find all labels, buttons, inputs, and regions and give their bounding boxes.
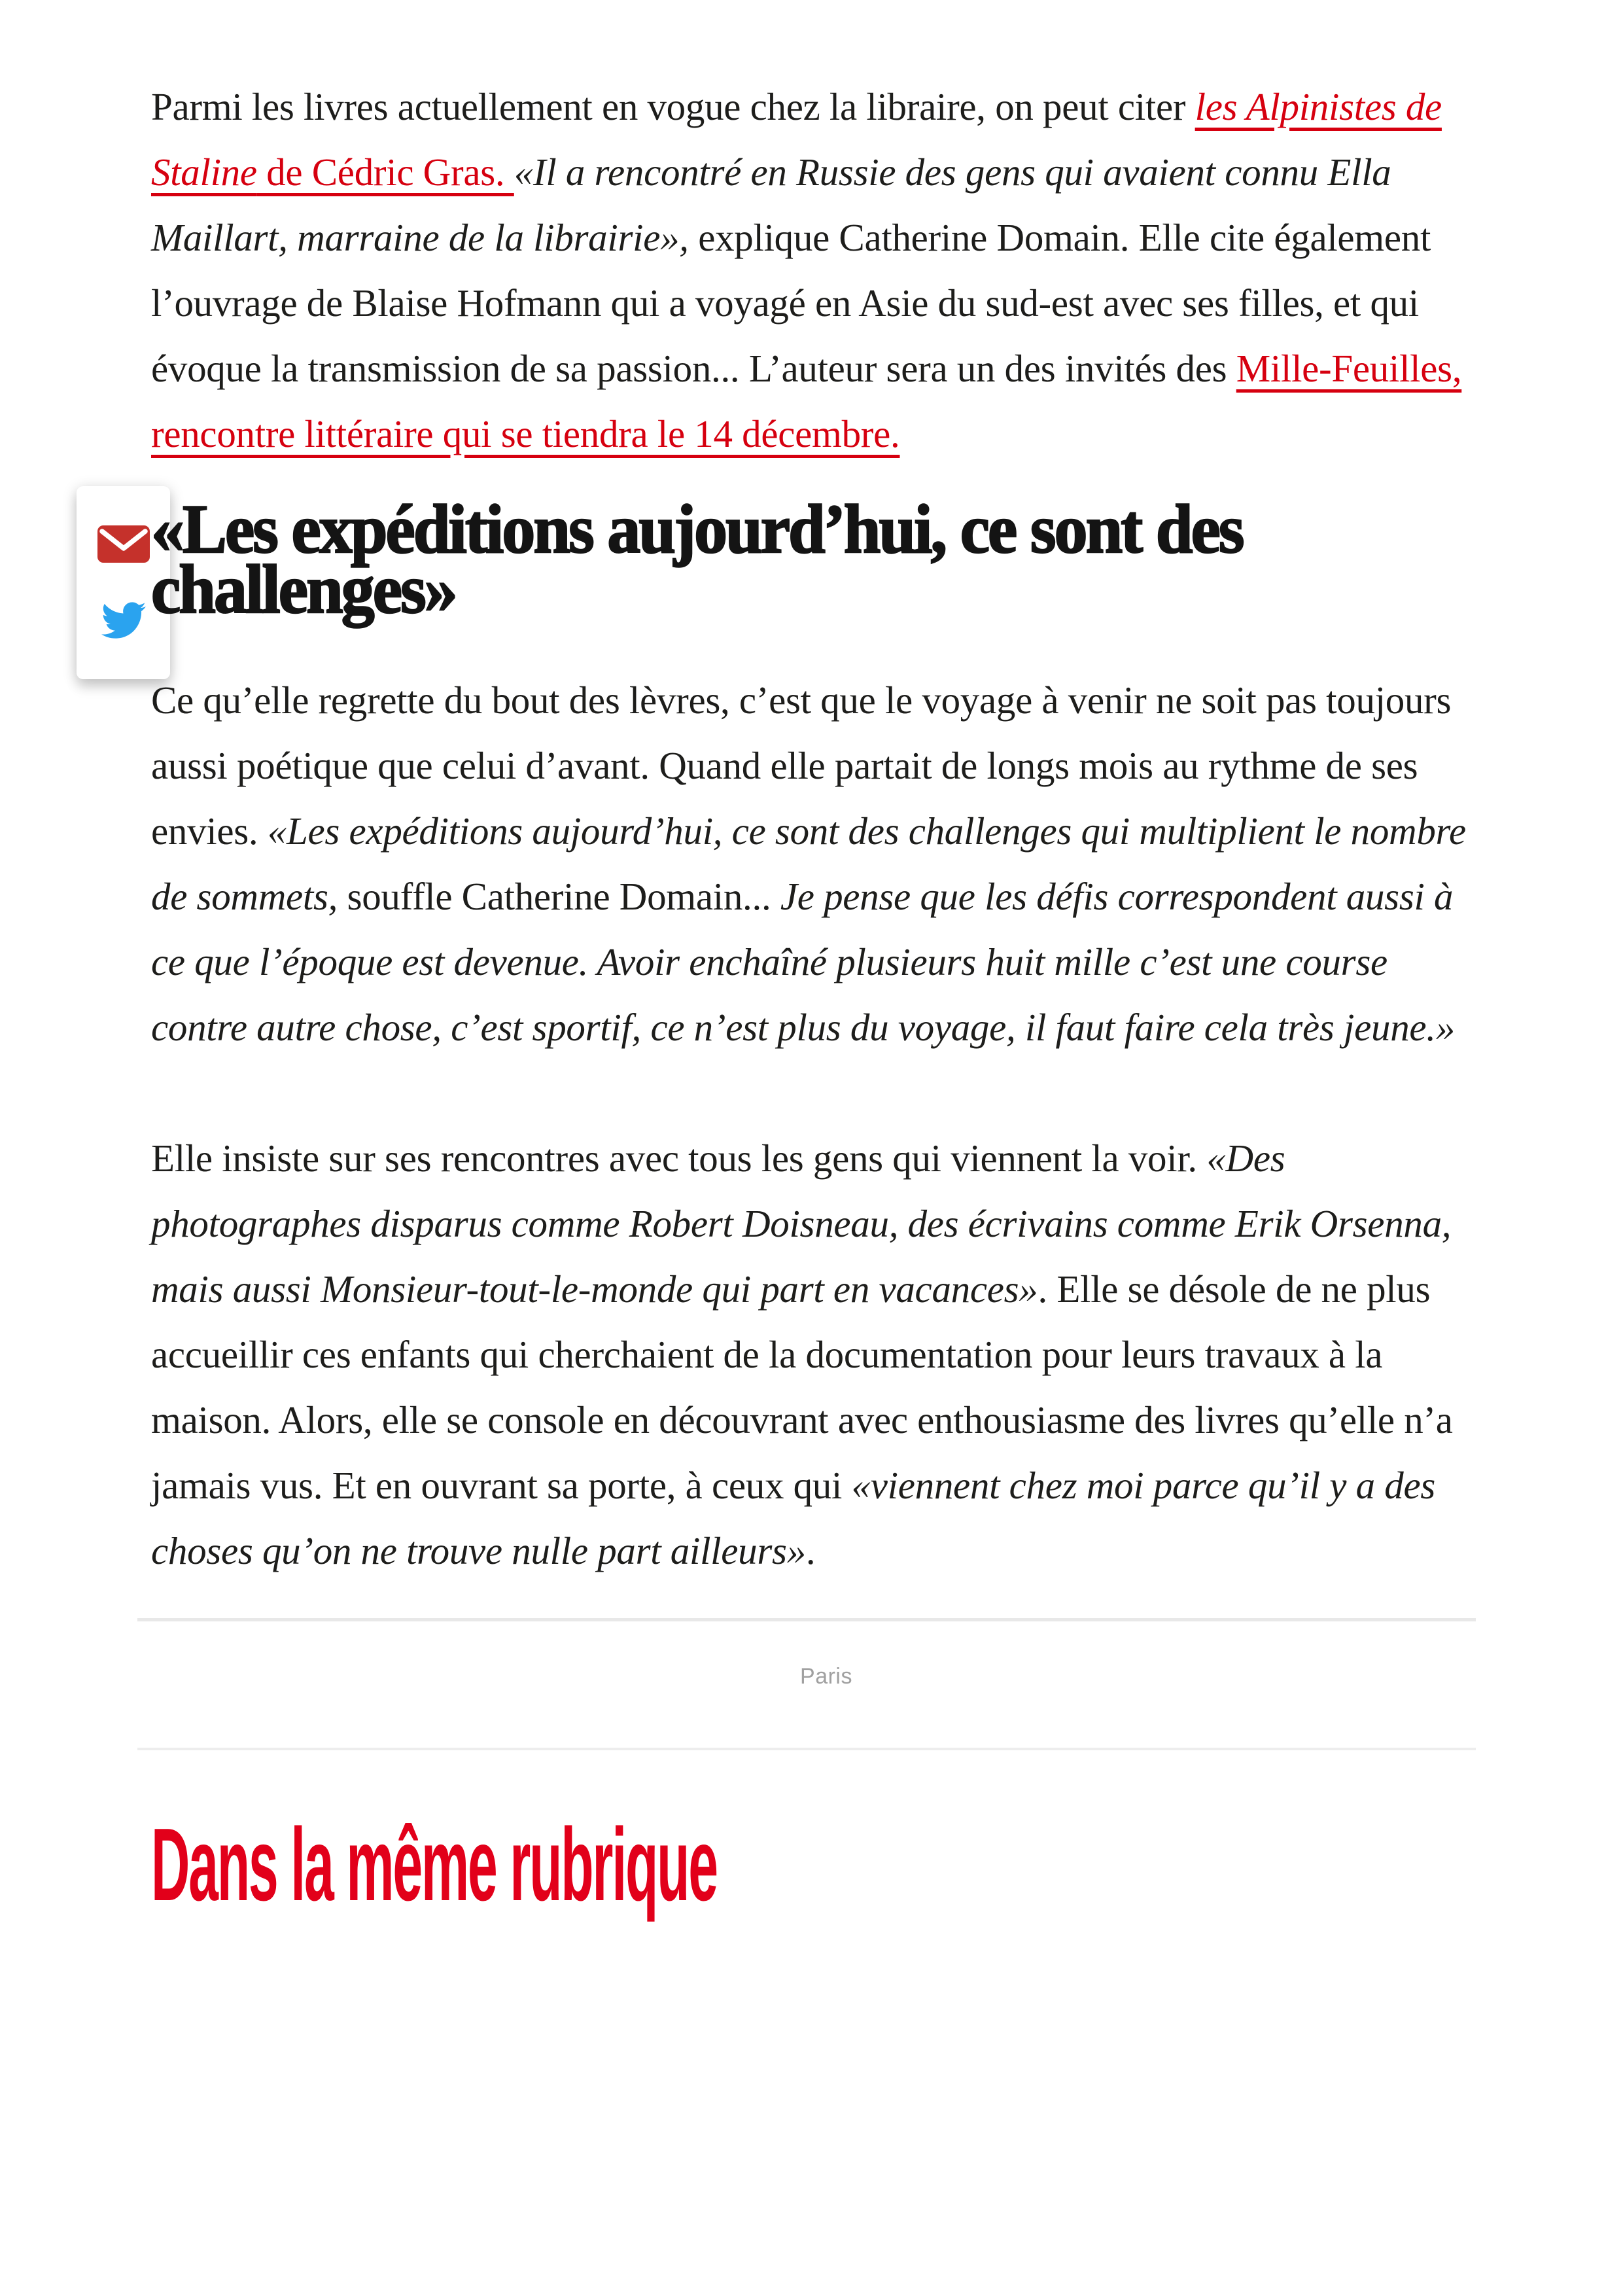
text-run: . [805,1529,816,1572]
text-run: souffle Catherine Domain... [347,875,780,918]
tag-row [151,1662,1472,1691]
quote-run: Je pense que les défis correspondent aussi à ce que l’époque est devenue. Avoir enchaîné plusieurs huit mille c’est une course contre autre chose, c’est sportif, ce n’est plus du voyage, il faut faire cela très jeune.» [151,875,1455,1049]
quote-run: «viennent chez moi parce qu’il y a des choses qu’on ne trouve nulle part ailleurs» [151,1464,1435,1572]
paragraph-3 [151,1125,1472,1583]
text-run: . Elle se désole de ne plus accueillir ces enfants qui cherchaient de la documentation pour leurs travaux à la maison. Alors, elle se console en découvrant avec enthousiasme des livres qu’elle n’a jamais vus. Et en ouvrant sa porte, à ceux qui [151,1267,1453,1507]
text-run: Elle insiste sur ses rencontres avec tous les gens qui viennent la voir. [151,1137,1207,1180]
event-link[interactable]: Mille-Feuilles, rencontre littéraire qui se tiendra le 14 décembre. [151,347,1462,455]
text-run: Ce qu’elle regrette du bout des lèvres, c’est que le voyage à venir ne soit pas toujours aussi poétique que celui d’avant. Quand elle partait de longs mois au rythme de ses envies. [151,679,1452,853]
divider [137,1618,1476,1621]
book-link-title: les Alpinistes de Staline [151,85,1442,194]
quote-run: «Les expéditions aujourd’hui, ce sont des challenges qui multiplient le nombre de sommets, [151,809,1466,918]
tag-paris[interactable]: Paris [800,1664,852,1689]
text-run: Parmi les livres actuellement en vogue chez la libraire, on peut citer [151,85,1195,128]
book-link-author: de Cédric Gras. [256,150,514,194]
related-heading: Dans la même rubrique [151,1807,717,1922]
quote-run: «Il a rencontré en Russie des gens qui avaient connu Ella Maillart, marraine de la librairie», [151,150,1391,259]
quote-run: «Des photographes disparus comme Robert Doisneau, des écrivains comme Erik Orsenna, mais aussi Monsieur-tout-le-monde qui part en vacances» [151,1137,1452,1311]
divider [137,1748,1476,1750]
text-run: explique Catherine Domain. Elle cite également l’ouvrage de Blaise Hofmann qui a voyagé en Asie du sud-est avec ses filles, et qui évoque la transmission de sa passion... L’auteur sera un des invités des [151,216,1431,390]
paragraph-1 [151,74,1472,467]
quote-heading: «Les expéditions aujourd’hui, ce sont des challenges» [151,491,1243,627]
paragraph-2 [151,667,1472,1060]
